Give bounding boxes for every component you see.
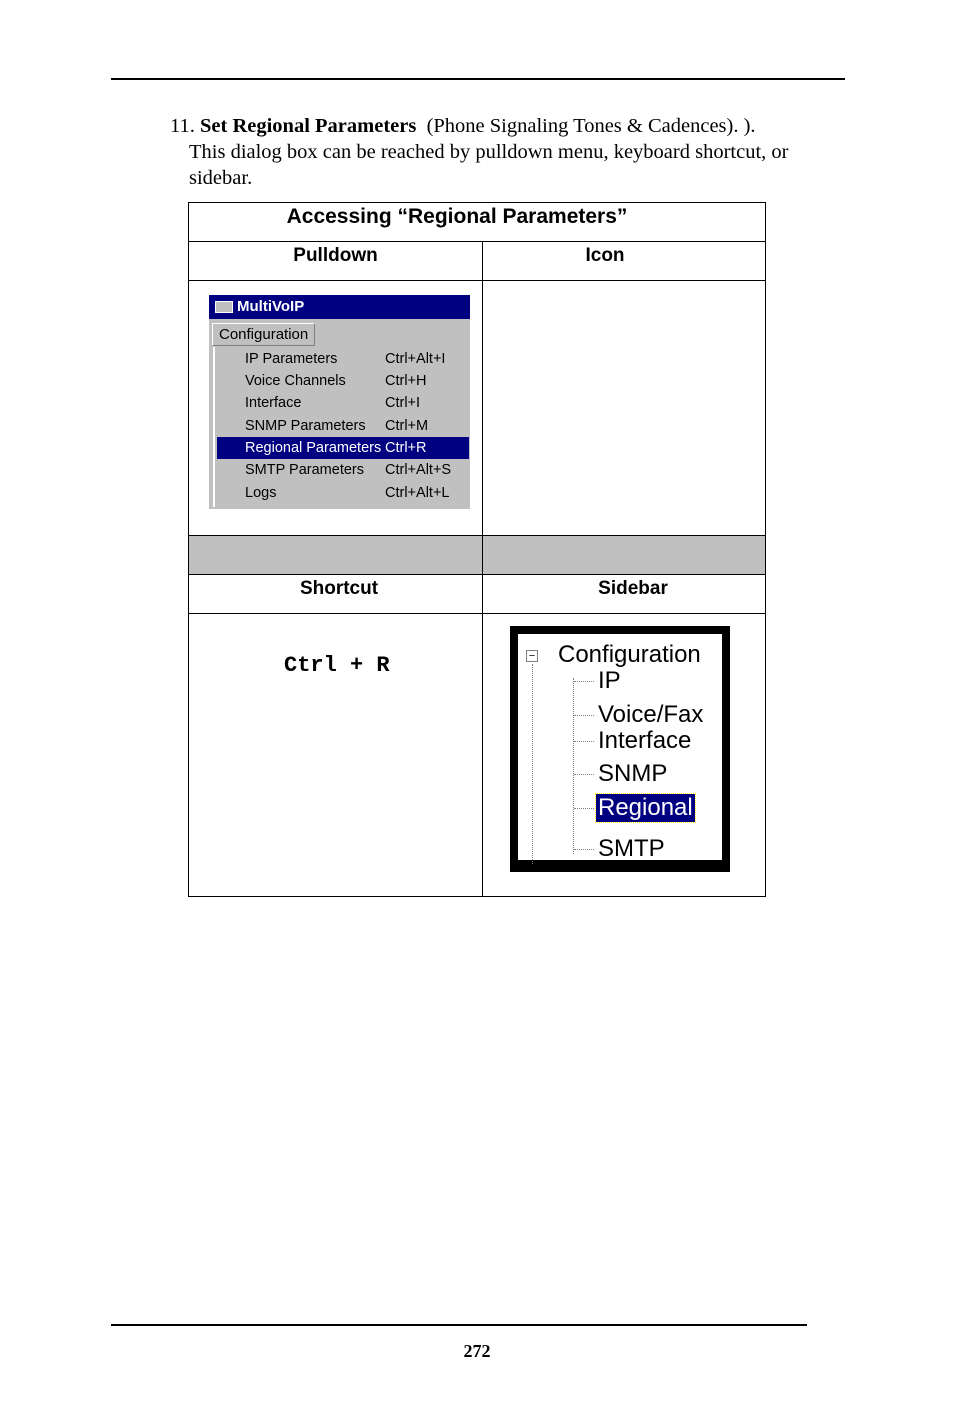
menu-item-shortcut: Ctrl+Alt+S: [385, 462, 452, 478]
menu-item-label: Regional Parameters: [245, 440, 382, 456]
menu-item-regional-parameters[interactable]: [217, 437, 469, 459]
top-rule: [111, 78, 845, 80]
sidebar-tree-screenshot: [510, 626, 730, 872]
page-number: 272: [463, 1341, 491, 1361]
configuration-menu-tab[interactable]: Configuration: [212, 323, 315, 346]
divider: [482, 536, 483, 574]
gray-separator-row: [189, 536, 765, 574]
menu-item-label: Voice Channels: [245, 373, 346, 389]
menu-item-label: SNMP Parameters: [245, 418, 366, 434]
tree-item-interface[interactable]: Interface: [598, 727, 692, 754]
sidebar-header: Sidebar: [598, 578, 668, 599]
app-icon: [215, 301, 233, 313]
menu-item-snmp-parameters[interactable]: [217, 415, 469, 437]
collapse-icon[interactable]: −: [526, 650, 538, 662]
pulldown-menu-screenshot: [207, 295, 470, 509]
divider: [189, 280, 765, 281]
tree-connector: [574, 849, 594, 850]
menu-item-label: Interface: [245, 395, 302, 411]
tree-connector: [574, 741, 594, 742]
menu-item-shortcut: Ctrl+Alt+L: [385, 485, 450, 501]
tree-item-ip[interactable]: IP: [598, 667, 621, 694]
menu-item-voice-channels[interactable]: [217, 370, 469, 392]
step-title: Set Regional Parameters: [200, 115, 417, 137]
tree-item-smtp[interactable]: SMTP: [598, 835, 665, 862]
step-paragraph: [170, 113, 830, 191]
menu-item-shortcut: Ctrl+R: [385, 440, 427, 456]
bottom-rule: [111, 1324, 807, 1326]
shortcut-keys: Ctrl + R: [284, 653, 390, 678]
tree-connector: [573, 678, 574, 854]
app-titlebar: [209, 295, 470, 319]
menu-item-logs[interactable]: [217, 482, 469, 504]
tree-connector: [574, 808, 594, 809]
tree-item-regional[interactable]: Regional: [598, 794, 693, 821]
menu-list: [213, 347, 471, 507]
menu-item-shortcut: Ctrl+Alt+I: [385, 351, 446, 367]
step-description: This dialog box can be reached by pulldown menu, keyboard shortcut, or sidebar.: [189, 141, 789, 189]
step-number: 11.: [170, 115, 195, 137]
icon-header: Icon: [585, 245, 625, 266]
menu-item-shortcut: Ctrl+M: [385, 418, 429, 434]
tree-root-configuration[interactable]: Configuration: [558, 641, 701, 668]
tree-connector: [574, 681, 594, 682]
tree-connector: [574, 715, 594, 716]
menu-item-label: SMTP Parameters: [245, 462, 364, 478]
divider: [189, 613, 765, 614]
pulldown-header: Pulldown: [293, 245, 378, 266]
tree-item-snmp[interactable]: SNMP: [598, 760, 668, 787]
step-subtitle: (Phone Signaling Tones & Cadences). ).: [426, 115, 756, 137]
menu-item-label: Logs: [245, 485, 277, 501]
menu-item-label: IP Parameters: [245, 351, 338, 367]
divider: [189, 241, 765, 242]
divider: [189, 574, 765, 575]
menu-item-shortcut: Ctrl+I: [385, 395, 421, 411]
menu-item-shortcut: Ctrl+H: [385, 373, 427, 389]
tree-item-voice-fax[interactable]: Voice/Fax: [598, 701, 704, 728]
menu-item-smtp-parameters[interactable]: [217, 459, 469, 481]
menu-item-ip-parameters[interactable]: [217, 348, 469, 370]
app-title: MultiVoIP: [237, 298, 305, 315]
tree-connector: [532, 664, 533, 864]
menu-item-interface[interactable]: [217, 392, 469, 414]
shortcut-header: Shortcut: [299, 578, 379, 599]
table-title: Accessing “Regional Parameters”: [286, 205, 628, 228]
tree-connector: [574, 774, 594, 775]
divider: [189, 535, 765, 536]
sidebar-tree: [518, 634, 722, 860]
